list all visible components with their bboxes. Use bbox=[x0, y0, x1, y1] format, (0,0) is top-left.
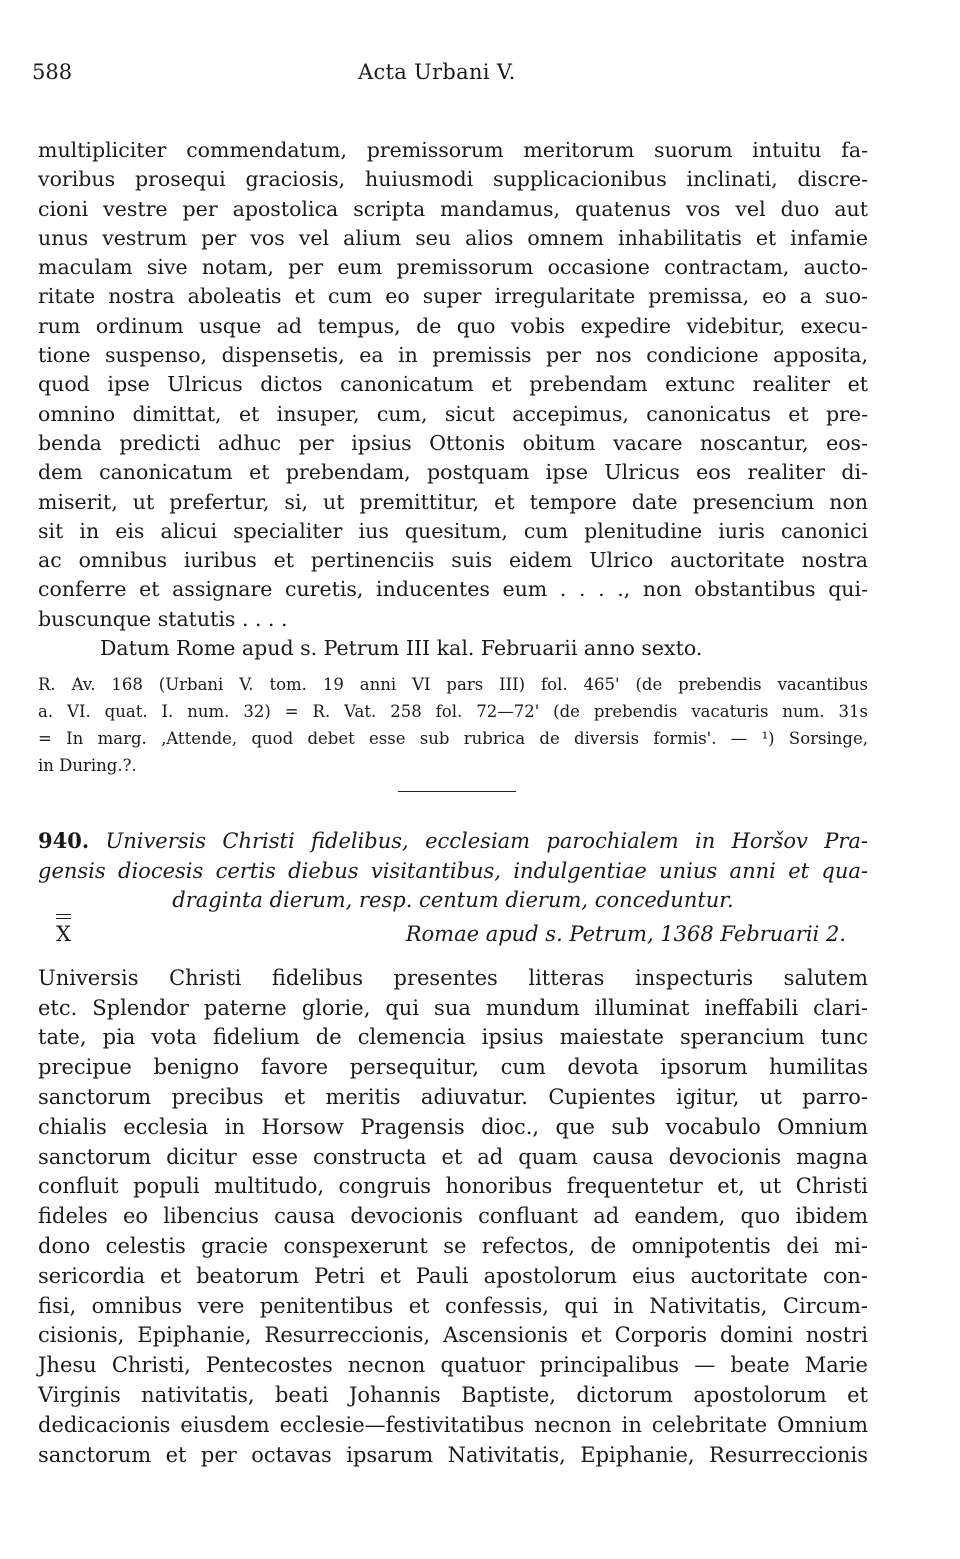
text-line: Jhesu Christi, Pentecostes necnon quatuor principalibus — beate Marie bbox=[38, 1353, 868, 1378]
text-line: sanctorum dicitur esse constructa et ad quam causa devocionis magna bbox=[38, 1144, 868, 1169]
text-line: etc. Splendor paterne glorie, qui sua mundum illuminat ineffabili clari- bbox=[38, 995, 868, 1020]
text-line: sit in eis alicui specialiter ius quesitum, cum plenitudine iuris canonici bbox=[38, 518, 868, 543]
text-line: sanctorum precibus et meritis adiuvatur. Cupientes igitur, ut parro- bbox=[38, 1085, 868, 1110]
document-number: 940. bbox=[38, 828, 90, 854]
text-line: cioni vestre per apostolica scripta mandamus, quatenus vos vel duo aut bbox=[38, 196, 868, 221]
text-line: Universis Christi fidelibus presentes litteras inspecturis salutem bbox=[38, 965, 868, 990]
text-line: unus vestrum per vos vel alium seu alios omnem inhabilitatis et infamie bbox=[38, 225, 868, 250]
heading-line-1 bbox=[38, 826, 868, 857]
place-and-date: Romae apud s. Petrum, 1368 Februarii 2. bbox=[405, 921, 846, 946]
text-line: Virginis nativitatis, beati Johannis Baptiste, dictorum apostolorum et bbox=[38, 1383, 868, 1407]
footnote-line: = In marg. ‚Attende, quod debet esse sub rubrica de diversis formis'. — ¹) Sorsinge, bbox=[38, 729, 868, 749]
text-line: cisionis, Epiphanie, Resurreccionis, Ascensionis et Corporis domini nostri bbox=[38, 1323, 868, 1348]
text-line: tione suspenso, dispensetis, ea in premissis per nos condicione apposita, bbox=[38, 343, 868, 368]
page-header bbox=[32, 60, 868, 100]
text-line: precipue benigno favore persequitur, cum devota ipsorum humilitas bbox=[38, 1055, 868, 1080]
text-line: multipliciter commendatum, premissorum meritorum suorum intuitu fa- bbox=[38, 138, 868, 162]
document-heading bbox=[38, 826, 868, 916]
text-line: dedicacionis eiusdem ecclesie—festivitatibus necnon in celebritate Omnium bbox=[38, 1412, 868, 1437]
text-line: omnino dimittat, et insuper, cum, sicut accepimus, canonicatus et pre- bbox=[38, 401, 868, 426]
text-line: quod ipse Ulricus dictos canonicatum et prebendam extunc realiter et bbox=[38, 372, 868, 397]
text-line: ritate nostra aboleatis et cum eo super irregularitate premissa, eo a suo- bbox=[38, 284, 868, 309]
text-line: maculam sive notam, per eum premissorum occasione contractam, aucto- bbox=[38, 255, 868, 280]
previous-document-text bbox=[38, 136, 868, 663]
footnote-line: a. VI. quat. I. num. 32) = R. Vat. 258 fol. 72—72' (de prebendis vacaturis num. 31s bbox=[38, 702, 868, 722]
page bbox=[32, 60, 868, 1470]
text-line: dono celestis gracie conspexerunt se refectos, de omnipotentis dei mi- bbox=[38, 1234, 868, 1259]
text-line: fisi, omnibus vere penitentibus et confessis, qui in Nativitatis, Circum- bbox=[38, 1293, 868, 1318]
dating-clause: Datum Rome apud s. Petrum III kal. Februarii anno sexto. bbox=[100, 636, 703, 661]
text-line: rum ordinum usque ad tempus, de quo vobis expedire videbitur, execu- bbox=[38, 313, 868, 338]
text-line: confluit populi multitudo, congruis honoribus frequentetur et, ut Christi bbox=[38, 1174, 868, 1199]
text-line: conferre et assignare curetis, inducentes eum . . . ., non obstantibus qui- bbox=[38, 577, 868, 602]
text-line: buscunque statutis . . . . bbox=[38, 606, 288, 631]
source-footnote bbox=[38, 671, 868, 779]
text-line: chialis ecclesia in Horsow Pragensis dioc., que sub vocabulo Omnium bbox=[38, 1114, 868, 1139]
document-date-row bbox=[38, 920, 868, 954]
text-line: dem canonicatum et prebendam, postquam ipse Ulricus eos realiter di- bbox=[38, 460, 868, 485]
footnote-line: in During.?. bbox=[38, 756, 137, 776]
text-line: voribus prosequi graciosis, huiusmodi supplicacionibus inclinati, discre- bbox=[38, 167, 868, 192]
footnote-line: R. Av. 168 (Urbani V. tom. 19 anni VI pars III) fol. 465' (de prebendis vacantibus bbox=[38, 675, 868, 695]
section-divider bbox=[398, 791, 516, 792]
heading-line-2: gensis diocesis certis diebus visitantibus, indulgentiae unius anni et qua- bbox=[38, 858, 868, 883]
text-line: miserit, ut prefertur, si, ut premittitur, et tempore date presencium non bbox=[38, 489, 868, 514]
document-text bbox=[38, 964, 868, 1471]
text-line: fideles eo libencius causa devocionis confluant ad eandem, quo ibidem bbox=[38, 1204, 868, 1229]
page-number: 588 bbox=[32, 60, 73, 84]
text-line: sanctorum et per octavas ipsarum Nativitatis, Epiphanie, Resurreccionis bbox=[38, 1442, 868, 1467]
volume-mark: X bbox=[56, 921, 71, 946]
text-line: sericordia et beatorum Petri et Pauli apostolorum eius auctoritate con- bbox=[38, 1263, 868, 1288]
heading-text: Universis Christi fidelibus, ecclesiam parochialem in Horšov Pra- bbox=[105, 829, 868, 854]
running-title: Acta Urbani V. bbox=[358, 60, 516, 84]
text-line: ac omnibus iuribus et pertinenciis suis eidem Ulrico auctoritate nostra bbox=[38, 548, 868, 573]
text-line: tate, pia vota fidelium de clemencia ipsius maiestate sperancium tunc bbox=[38, 1025, 868, 1050]
text-line: benda predicti adhuc per ipsius Ottonis obitum vacare noscantur, eos- bbox=[38, 430, 868, 455]
heading-line-3: draginta dierum, resp. centum dierum, conceduntur. bbox=[172, 888, 734, 913]
